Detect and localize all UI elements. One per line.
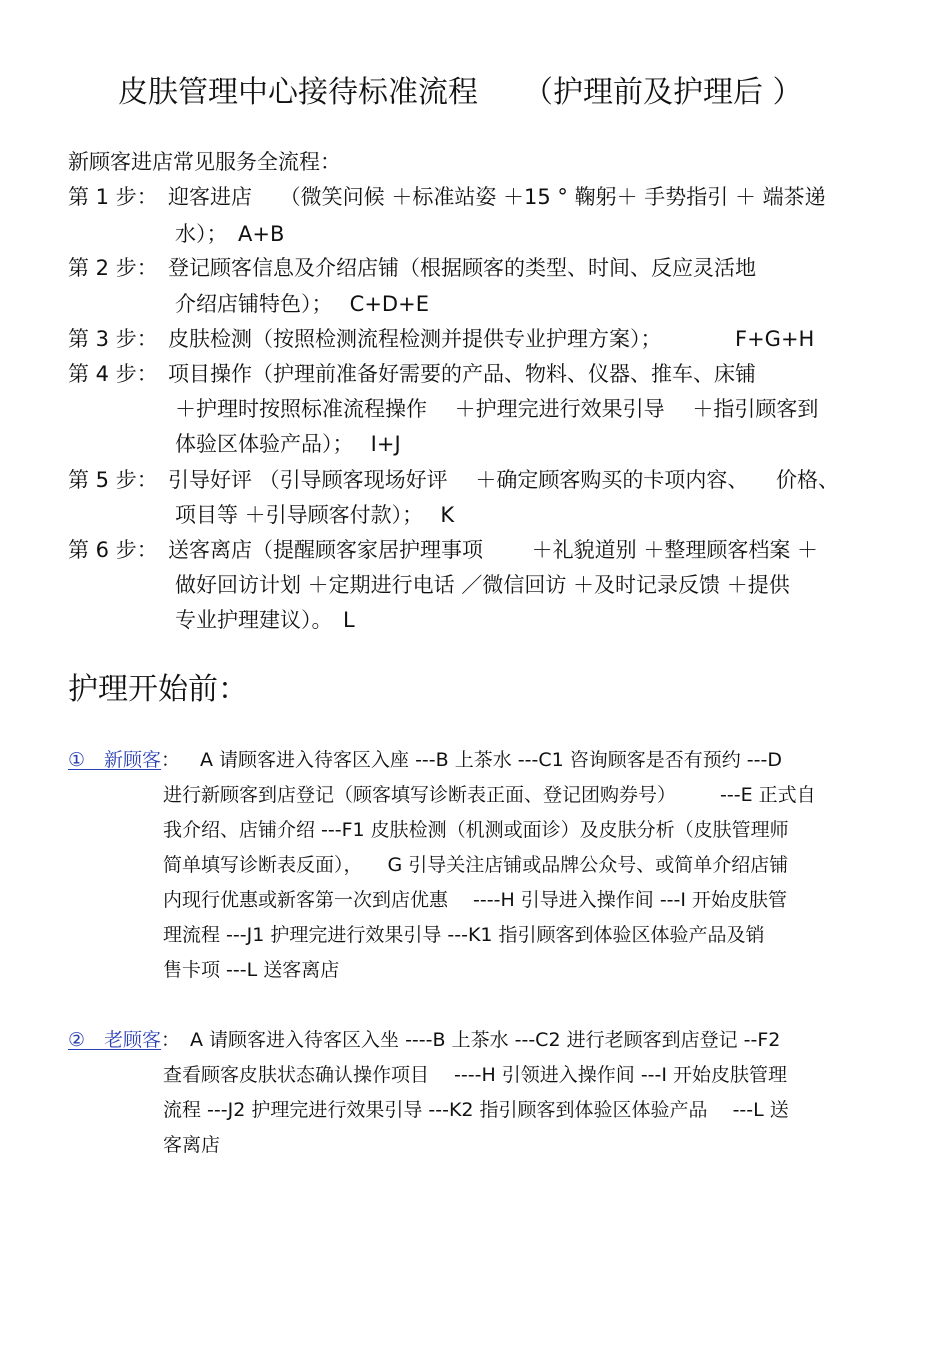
step-3-label: 第 3 步：: [68, 327, 158, 351]
section-heading: 护理开始前：: [68, 672, 248, 707]
step-1-line-1: 迎客进店 （微笑问候 ＋标准站姿 ＋15 ° 鞠躬＋ 手势指引 ＋ 端茶递: [168, 185, 826, 209]
step-6-line-1: 送客离店（提醒顾客家居护理事项 ＋礼貌道别 ＋整理顾客档案 ＋: [168, 538, 819, 562]
step-4-label: 第 4 步：: [68, 362, 158, 386]
step-4-line-1: 项目操作（护理前准备好需要的产品、物料、仪器、推车、床铺: [168, 362, 756, 386]
step-4-line-3: 体验区体验产品）； I+J: [175, 432, 401, 456]
step-2-label: 第 2 步：: [68, 256, 158, 280]
new-customer-line-3: 我介绍、店铺介绍 ---F1 皮肤检测（机测或面诊）及皮肤分析（皮肤管理师: [163, 819, 789, 841]
page-title: 皮肤管理中心接待标准流程 （护理前及护理后 ）: [118, 75, 803, 110]
new-customer-line-2: 进行新顾客到店登记（顾客填写诊断表正面、登记团购券号） ---E 正式自: [163, 784, 816, 806]
step-2-line-2: 介绍店铺特色）； C+D+E: [175, 292, 429, 316]
step-5-line-1: 引导好评 （引导顾客现场好评 ＋确定顾客购买的卡项内容、 价格、: [168, 468, 840, 492]
old-customer-label: [68, 1031, 180, 1050]
new-customer-colon: ：: [161, 749, 181, 771]
old-customer-colon: ：: [161, 1029, 181, 1051]
step-5-label: 第 5 步：: [68, 468, 158, 492]
step-4-line-2: ＋护理时按照标准流程操作 ＋护理完进行效果引导 ＋指引顾客到: [175, 397, 819, 421]
old-customer-line-4: 客离店: [163, 1134, 221, 1156]
old-customer-line-3: 流程 ---J2 护理完进行效果引导 ---K2 指引顾客到体验区体验产品 ---L 送: [163, 1099, 789, 1121]
step-6-label: 第 6 步：: [68, 538, 158, 562]
intro-text: 新顾客进店常见服务全流程：: [68, 150, 341, 174]
step-5-line-2: 项目等 ＋引导顾客付款）； K: [175, 503, 455, 527]
old-customer-line-1: A 请顾客进入待客区入坐 ----B 上茶水 ---C2 进行老顾客到店登记 --F2: [190, 1029, 781, 1051]
step-6-line-3: 专业护理建议）。 L: [175, 608, 355, 632]
step-2-line-1: 登记顾客信息及介绍店铺（根据顾客的类型、时间、反应灵活地: [168, 256, 756, 280]
step-1-label: 第 1 步：: [68, 185, 158, 209]
new-customer-line-5: 内现行优惠或新客第一次到店优惠 ----H 引导进入操作间 ---I 开始皮肤管: [163, 889, 788, 911]
step-1-line-2: 水）； A+B: [175, 222, 285, 246]
step-3-line-1: 皮肤检测（按照检测流程检测并提供专业护理方案）； F+G+H: [168, 327, 815, 351]
new-customer-line-7: 售卡项 ---L 送客离店: [163, 959, 340, 981]
new-customer-line-4: 简单填写诊断表反面）， G 引导关注店铺或品牌公众号、或简单介绍店铺: [163, 854, 789, 876]
new-customer-label: [68, 751, 180, 770]
step-6-line-2: 做好回访计划 ＋定期进行电话 ／微信回访 ＋及时记录反馈 ＋提供: [175, 573, 790, 597]
new-customer-link[interactable]: ① 新顾客: [68, 749, 162, 771]
new-customer-line-6: 理流程 ---J1 护理完进行效果引导 ---K1 指引顾客到体验区体验产品及销: [163, 924, 765, 946]
old-customer-line-2: 查看顾客皮肤状态确认操作项目 ----H 引领进入操作间 ---I 开始皮肤管理: [163, 1064, 788, 1086]
new-customer-line-1: A 请顾客进入待客区入座 ---B 上茶水 ---C1 咨询顾客是否有预约 ---D: [200, 749, 782, 771]
old-customer-link[interactable]: ② 老顾客: [68, 1029, 162, 1051]
